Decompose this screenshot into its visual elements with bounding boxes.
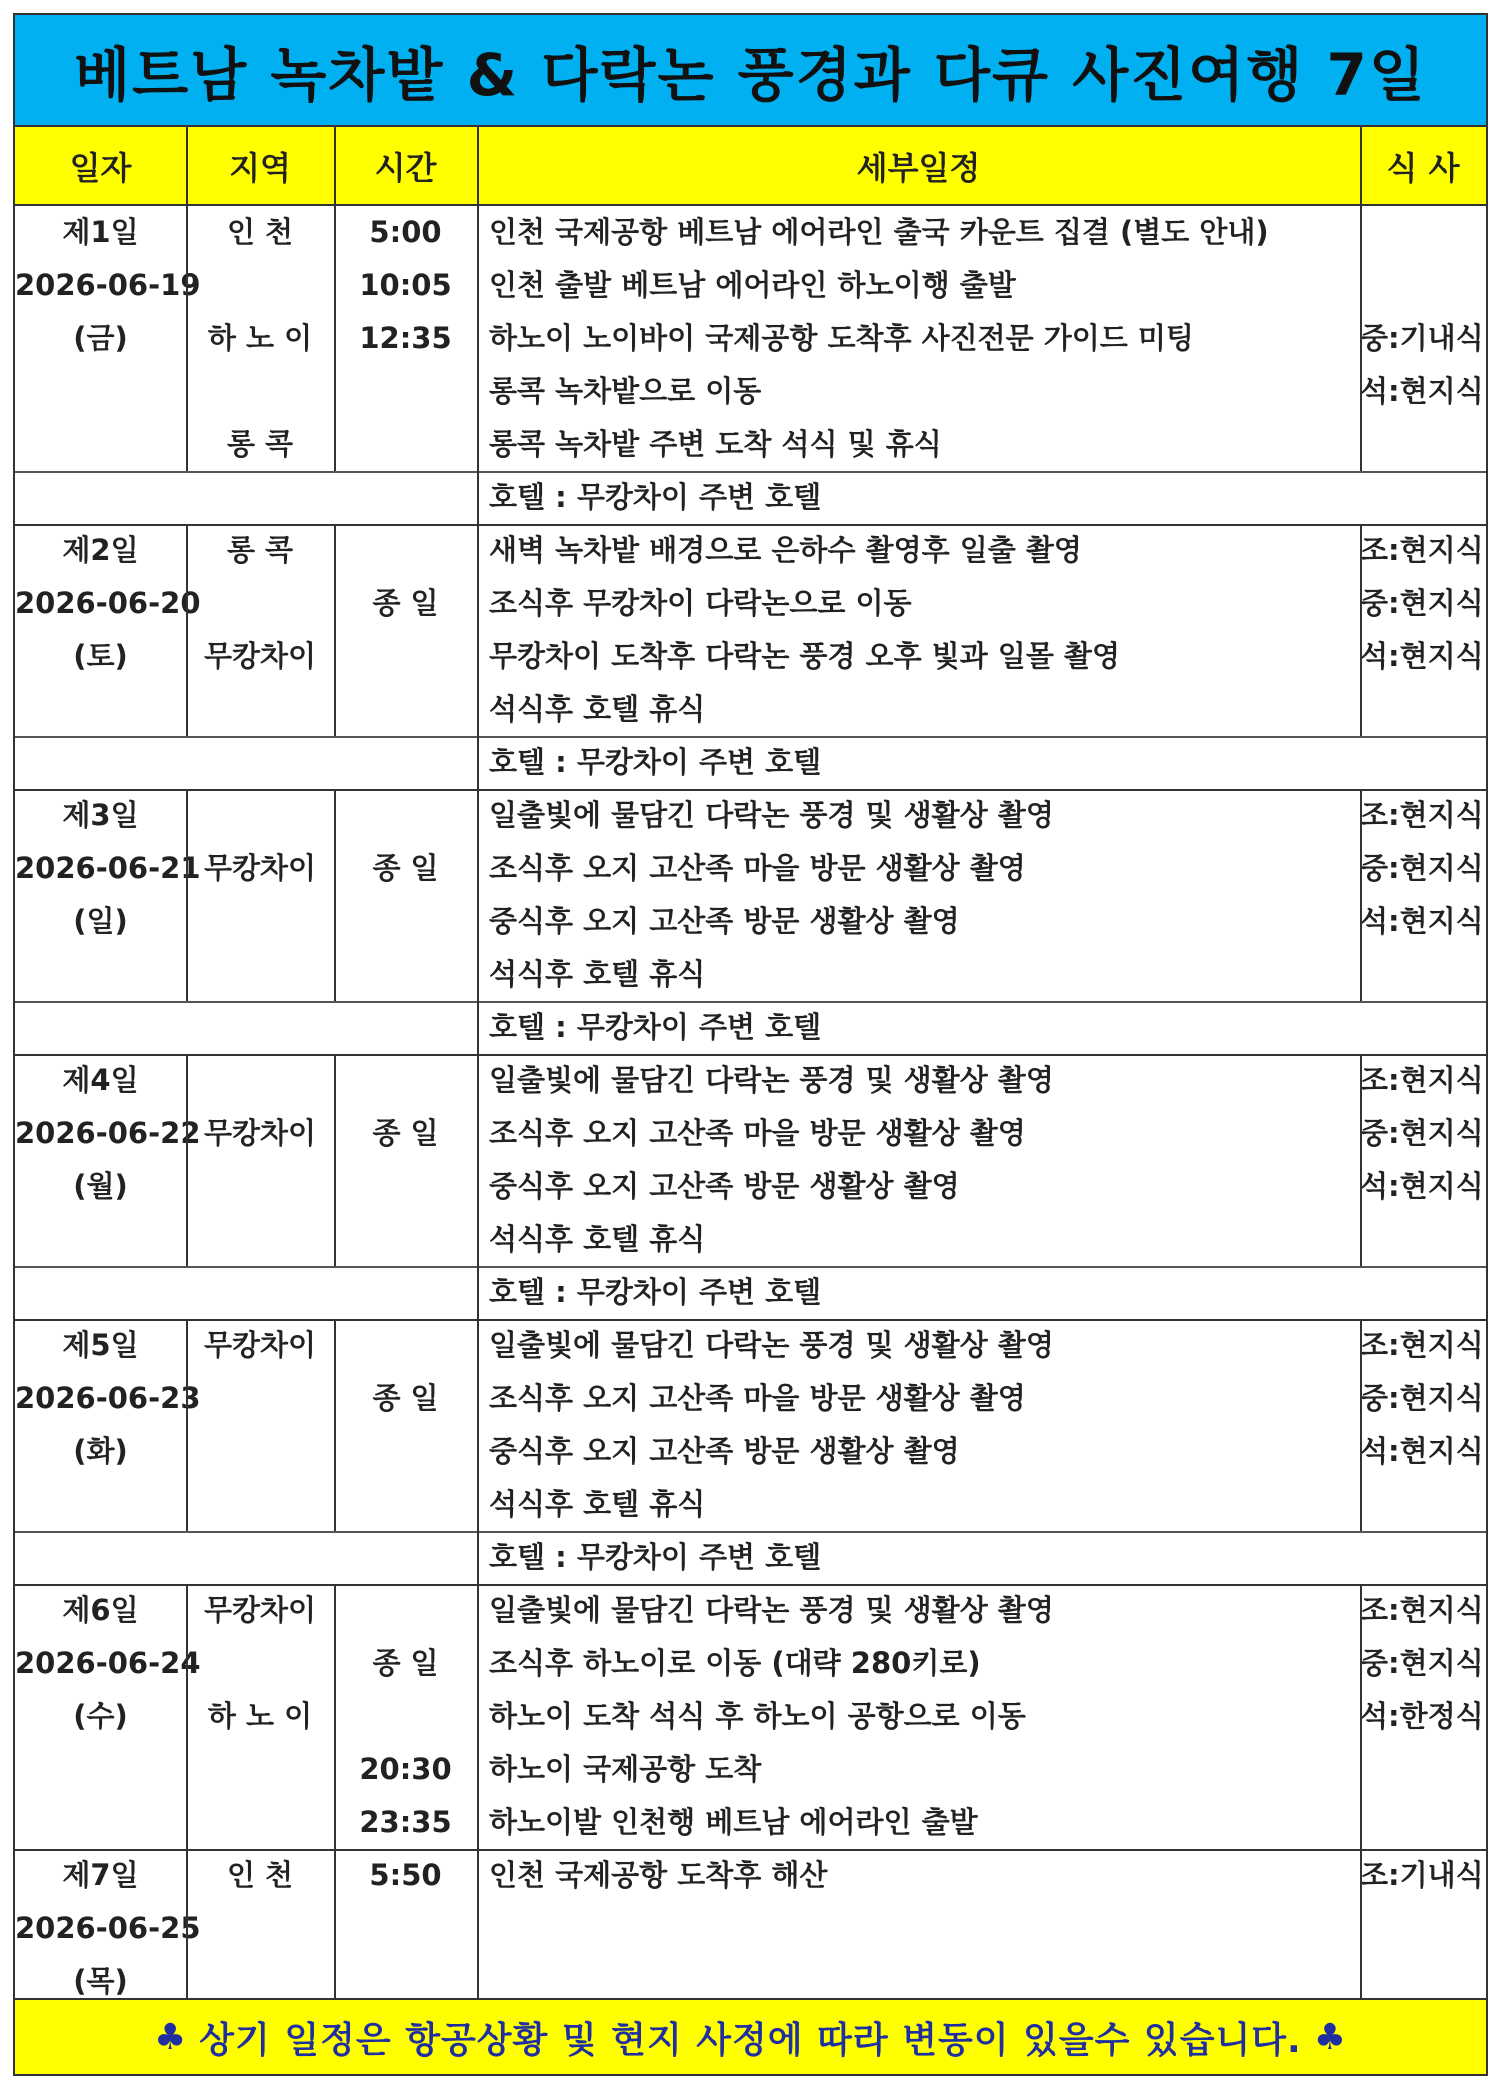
column-divider: [1360, 1054, 1362, 1266]
day-date: 2026-06-23: [15, 1381, 201, 1415]
day-number: 제4일: [62, 1063, 139, 1097]
detail-cell: 하노이 국제공항 도착: [489, 1752, 762, 1786]
detail-cell: 하노이 도착 석식 후 하노이 공항으로 이동: [489, 1699, 1026, 1733]
header-divider: [1360, 127, 1362, 204]
column-divider: [334, 524, 336, 736]
column-divider: [477, 1849, 479, 2008]
detail-cell: 중식후 오지 고산족 방문 생활상 촬영: [489, 1169, 960, 1203]
day-number: 제2일: [62, 533, 139, 567]
column-divider: [186, 524, 188, 736]
day-weekday: (일): [73, 904, 128, 938]
hotel-info: 호텔 : 무캉차이 주변 호텔: [489, 1010, 822, 1044]
column-divider: [477, 206, 479, 471]
meal-cell: 석:현지식: [1360, 904, 1484, 938]
meal-cell: 조:현지식: [1360, 1593, 1484, 1627]
column-divider: [186, 1849, 188, 2008]
column-divider: [334, 1584, 336, 1849]
column-divider: [477, 1266, 479, 1319]
day-number: 제1일: [62, 215, 139, 249]
meal-cell: 중:기내식: [1360, 321, 1484, 355]
hotel-info: 호텔 : 무캉차이 주변 호텔: [489, 480, 822, 514]
detail-cell: 석식후 호텔 휴식: [489, 1222, 706, 1256]
detail-cell: 일출빛에 물담긴 다락논 풍경 및 생활상 촬영: [489, 1328, 1054, 1362]
region-cell: 무캉차이: [203, 1593, 317, 1627]
column-divider: [1360, 1319, 1362, 1531]
meal-cell: 중:현지식: [1360, 1116, 1484, 1150]
meal-cell: 조:현지식: [1360, 798, 1484, 832]
column-divider: [477, 789, 479, 1001]
time-cell: 23:35: [359, 1805, 452, 1839]
meal-cell: 석:현지식: [1360, 374, 1484, 408]
day-weekday: (목): [73, 1964, 128, 1998]
detail-cell: 하노이발 인천행 베트남 에어라인 출발: [489, 1805, 978, 1839]
column-divider: [477, 1319, 479, 1531]
time-cell: 12:35: [359, 321, 452, 355]
region-cell: 인 천: [226, 215, 294, 249]
header-divider: [477, 127, 479, 204]
column-divider: [477, 1531, 479, 1584]
detail-cell: 롱콕 녹차밭 주변 도착 석식 및 휴식: [489, 427, 942, 461]
detail-cell: 인천 국제공항 베트남 에어라인 출국 카운트 집결 (별도 안내): [489, 215, 1269, 249]
hotel-info: 호텔 : 무캉차이 주변 호텔: [489, 745, 822, 779]
meal-cell: 석:현지식: [1360, 1169, 1484, 1203]
column-divider: [186, 1054, 188, 1266]
footer-notice: [15, 1998, 1486, 2074]
hotel-info: 호텔 : 무캉차이 주변 호텔: [489, 1540, 822, 1574]
time-cell: 10:05: [359, 268, 452, 302]
day-weekday: (화): [73, 1434, 128, 1468]
meal-cell: 조:현지식: [1360, 1063, 1484, 1097]
meal-cell: 조:현지식: [1360, 1328, 1484, 1362]
time-cell: 종 일: [372, 1646, 439, 1680]
day-number: 제3일: [62, 798, 139, 832]
time-cell: 5:00: [369, 215, 442, 249]
time-cell: 종 일: [372, 851, 439, 885]
day-weekday: (수): [73, 1699, 128, 1733]
hotel-info: 호텔 : 무캉차이 주변 호텔: [489, 1275, 822, 1309]
club-icon: ♣: [154, 2016, 188, 2058]
detail-cell: 석식후 호텔 휴식: [489, 1487, 706, 1521]
day-date: 2026-06-22: [15, 1116, 201, 1150]
detail-cell: 중식후 오지 고산족 방문 생활상 촬영: [489, 904, 960, 938]
meal-cell: 중:현지식: [1360, 586, 1484, 620]
region-cell: 무캉차이: [203, 1328, 317, 1362]
header-meal: 식 사: [1386, 148, 1460, 187]
page-title: 베트남 녹차밭 & 다락논 풍경과 다큐 사진여행 7일: [15, 15, 1486, 127]
column-divider: [1360, 1584, 1362, 1849]
column-divider: [186, 1584, 188, 1849]
region-cell: 인 천: [226, 1858, 294, 1892]
detail-cell: 석식후 호텔 휴식: [489, 692, 706, 726]
column-divider: [1360, 206, 1362, 471]
meal-cell: 조:기내식: [1360, 1858, 1484, 1892]
header-divider: [334, 127, 336, 204]
region-cell: 무캉차이: [203, 851, 317, 885]
detail-cell: 무캉차이 도착후 다락논 풍경 오후 빛과 일몰 촬영: [489, 639, 1120, 673]
column-divider: [334, 1319, 336, 1531]
detail-cell: 새벽 녹차밭 배경으로 은하수 촬영후 일출 촬영: [489, 533, 1082, 567]
column-divider: [1360, 524, 1362, 736]
meal-cell: 중:현지식: [1360, 1646, 1484, 1680]
time-cell: 종 일: [372, 1116, 439, 1150]
column-divider: [334, 206, 336, 471]
column-divider: [1360, 1849, 1362, 2008]
detail-cell: 롱콕 녹차밭으로 이동: [489, 374, 762, 408]
meal-cell: 석:현지식: [1360, 639, 1484, 673]
detail-cell: 석식후 호텔 휴식: [489, 957, 706, 991]
header-time: 시간: [374, 148, 437, 187]
column-divider: [477, 524, 479, 736]
detail-cell: 인천 국제공항 도착후 해산: [489, 1858, 828, 1892]
time-cell: 종 일: [372, 1381, 439, 1415]
column-divider: [334, 1054, 336, 1266]
club-icon: ♣: [1313, 2016, 1347, 2058]
column-divider: [186, 1319, 188, 1531]
region-cell: 무캉차이: [203, 639, 317, 673]
meal-cell: 석:한정식: [1360, 1699, 1484, 1733]
time-cell: 20:30: [359, 1752, 452, 1786]
time-cell: 5:50: [369, 1858, 442, 1892]
time-cell: 종 일: [372, 586, 439, 620]
day-number: 제7일: [62, 1858, 139, 1892]
region-cell: 롱 콕: [226, 427, 294, 461]
meal-cell: 조:현지식: [1360, 533, 1484, 567]
column-divider: [334, 1849, 336, 2008]
day-date: 2026-06-25: [15, 1911, 201, 1945]
header-divider: [186, 127, 188, 204]
column-divider: [186, 206, 188, 471]
region-cell: 롱 콕: [226, 533, 294, 567]
day-number: 제5일: [62, 1328, 139, 1362]
column-divider: [477, 1001, 479, 1054]
detail-cell: 조식후 오지 고산족 마을 방문 생활상 촬영: [489, 1116, 1026, 1150]
detail-cell: 인천 출발 베트남 에어라인 하노이행 출발: [489, 268, 1016, 302]
column-divider: [186, 789, 188, 1001]
region-cell: 하 노 이: [207, 1699, 313, 1733]
column-divider: [1360, 789, 1362, 1001]
header-detail: 세부일정: [856, 148, 981, 187]
detail-cell: 일출빛에 물담긴 다락논 풍경 및 생활상 촬영: [489, 798, 1054, 832]
detail-cell: 조식후 하노이로 이동 (대략 280키로): [489, 1646, 981, 1680]
itinerary-sheet: [13, 13, 1488, 2076]
header-region: 지역: [229, 148, 291, 187]
detail-cell: 하노이 노이바이 국제공항 도착후 사진전문 가이드 미팅: [489, 321, 1194, 355]
day-date: 2026-06-19: [15, 268, 201, 302]
detail-cell: 일출빛에 물담긴 다락논 풍경 및 생활상 촬영: [489, 1593, 1054, 1627]
meal-cell: 중:현지식: [1360, 851, 1484, 885]
header-day: 일자: [69, 148, 132, 187]
day-date: 2026-06-21: [15, 851, 201, 885]
day-number: 제6일: [62, 1593, 139, 1627]
meal-cell: 중:현지식: [1360, 1381, 1484, 1415]
region-cell: 무캉차이: [203, 1116, 317, 1150]
day-date: 2026-06-24: [15, 1646, 201, 1680]
day-weekday: (금): [73, 321, 128, 355]
footer-text: 상기 일정은 항공상황 및 현지 사정에 따라 변동이 있을수 있습니다.: [199, 2019, 1302, 2061]
day-date: 2026-06-20: [15, 586, 201, 620]
detail-cell: 중식후 오지 고산족 방문 생활상 촬영: [489, 1434, 960, 1468]
detail-cell: 조식후 무캉차이 다락논으로 이동: [489, 586, 912, 620]
region-cell: 하 노 이: [207, 321, 313, 355]
detail-cell: 조식후 오지 고산족 마을 방문 생활상 촬영: [489, 851, 1026, 885]
detail-cell: 조식후 오지 고산족 마을 방문 생활상 촬영: [489, 1381, 1026, 1415]
meal-cell: 석:현지식: [1360, 1434, 1484, 1468]
column-divider: [477, 471, 479, 524]
day-weekday: (토): [73, 639, 128, 673]
detail-cell: 일출빛에 물담긴 다락논 풍경 및 생활상 촬영: [489, 1063, 1054, 1097]
day-weekday: (월): [73, 1169, 128, 1203]
table-header: [15, 127, 1486, 206]
column-divider: [477, 1584, 479, 1849]
column-divider: [334, 789, 336, 1001]
column-divider: [477, 1054, 479, 1266]
column-divider: [477, 736, 479, 789]
